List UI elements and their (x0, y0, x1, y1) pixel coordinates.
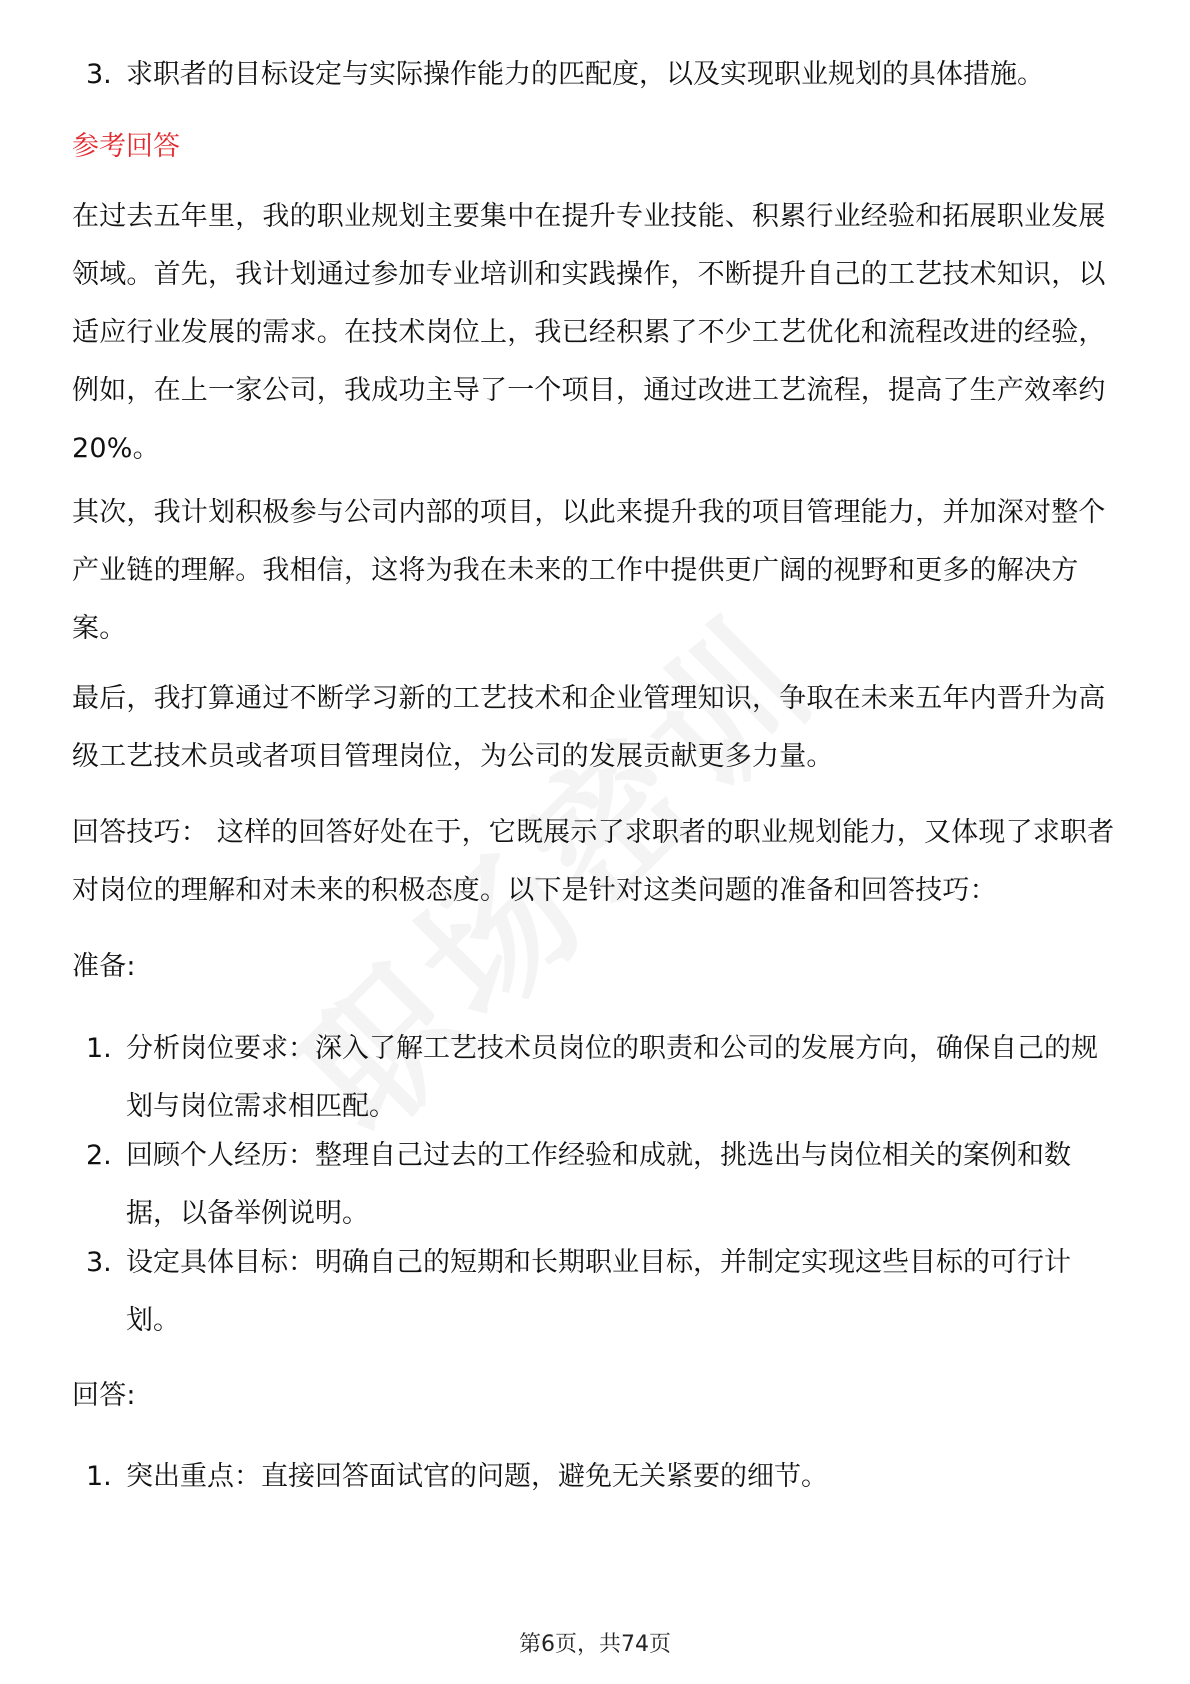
paragraph-3: 最后，我打算通过不断学习新的工艺技术和企业管理知识，争取在未来五年内晋升为高级工艺技术员或者项目管理岗位，为公司的发展贡献更多力量。 (72, 683, 1106, 772)
list-number: 3. (86, 59, 112, 90)
list-text: 回顾个人经历：整理自己过去的工作经验和成就，挑选出与岗位相关的案例和数据，以备举例说明。 (126, 1140, 1071, 1229)
prep-item-2 (86, 1127, 1118, 1243)
list-number: 2. (86, 1140, 112, 1171)
answer-item-1 (86, 1448, 1118, 1506)
answer-heading: 回答: (72, 1380, 136, 1411)
reference-heading: 参考回答 (72, 131, 180, 162)
prep-item-3 (86, 1234, 1118, 1350)
page-footer: 第6页，共74页 (519, 1632, 671, 1657)
list-number: 1. (86, 1461, 112, 1492)
tips-paragraph: 回答技巧： 这样的回答好处在于，它既展示了求职者的职业规划能力，又体现了求职者对岗位的理解和对未来的积极态度。以下是针对这类问题的准备和回答技巧： (72, 817, 1115, 906)
list-text: 分析岗位要求：深入了解工艺技术员岗位的职责和公司的发展方向，确保自己的规划与岗位需求相匹配。 (126, 1033, 1098, 1122)
list-text: 设定具体目标：明确自己的短期和长期职业目标，并制定实现这些目标的可行计划。 (126, 1247, 1071, 1336)
list-text: 求职者的目标设定与实际操作能力的匹配度，以及实现职业规划的具体措施。 (126, 59, 1044, 90)
paragraph-2: 其次，我计划积极参与公司内部的项目，以此来提升我的项目管理能力，并加深对整个产业链的理解。我相信，这将为我在未来的工作中提供更广阔的视野和更多的解决方案。 (72, 497, 1106, 644)
list-number: 1. (86, 1033, 112, 1064)
prep-heading: 准备: (72, 951, 136, 982)
intro-list-item (86, 46, 1118, 104)
list-text: 突出重点：直接回答面试官的问题，避免无关紧要的细节。 (126, 1461, 828, 1492)
prep-item-1 (86, 1020, 1118, 1136)
paragraph-1: 在过去五年里，我的职业规划主要集中在提升专业技能、积累行业经验和拓展职业发展领域。首先，我计划通过参加专业培训和实践操作，不断提升自己的工艺技术知识，以适应行业发展的需求。在技术岗位上，我已经积累了不少工艺优化和流程改进的经验，例如，在上一家公司，我成功主导了一个项目，通过改进工艺流程，提高了生产效率约20%。 (72, 201, 1106, 464)
list-number: 3. (86, 1247, 112, 1278)
